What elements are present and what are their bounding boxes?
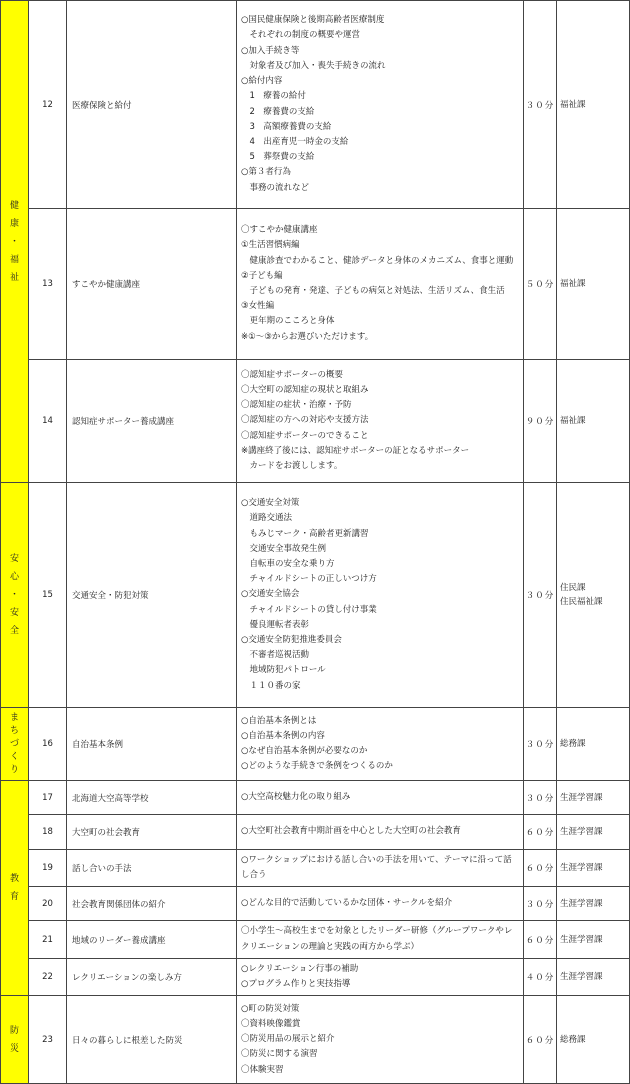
course-department: 生涯学習課	[557, 887, 630, 921]
table-row	[1, 360, 630, 483]
course-title: 地域のリーダー養成講座	[67, 921, 237, 958]
course-duration: ６０分	[524, 996, 557, 1084]
course-department: 生涯学習課	[557, 921, 630, 958]
course-title: 大空町の社会教育	[67, 815, 237, 850]
course-duration: ３０分	[524, 708, 557, 781]
course-department: 福祉課	[557, 360, 630, 483]
table-row	[1, 887, 630, 921]
course-title: すこやか健康講座	[67, 209, 237, 360]
row-number: 12	[29, 1, 67, 209]
course-duration: ６０分	[524, 921, 557, 958]
course-department: 生涯学習課	[557, 781, 630, 815]
course-content: ○レクリエーション行事の補助 ○プログラム作りと実技指導	[237, 958, 524, 995]
course-content: ○町の防災対策 〇資料映像鑑賞 〇防災用品の展示と紹介 〇防災に関する演習 〇体験実習	[237, 996, 524, 1084]
course-duration: ３０分	[524, 1, 557, 209]
course-department: 福祉課	[557, 1, 630, 209]
row-number: 23	[29, 996, 67, 1084]
course-department: 住民課 住民福祉課	[557, 483, 630, 708]
course-department: 総務課	[557, 996, 630, 1084]
course-content: 〇小学生～高校生までを対象としたリーダー研修（グループワークやレクリエーションの理論と実践の両方から学ぶ）	[237, 921, 524, 958]
table-row	[1, 1, 630, 209]
course-content: 〇すこやか健康講座 ①生活習慣病編 健康診査でわかること、健診データと身体のメカニズム、食事と運動 ②子ども編 子どもの発育・発達、子どもの病気と対処法、生活リズム、食生活 ③女性編 更年期のこころと身体 ※①～③からお選びいただけます。	[237, 209, 524, 360]
course-duration: ３０分	[524, 887, 557, 921]
row-number: 14	[29, 360, 67, 483]
row-number: 13	[29, 209, 67, 360]
table-row	[1, 958, 630, 995]
course-department: 生涯学習課	[557, 850, 630, 887]
table-row	[1, 921, 630, 958]
course-title: 認知症サポーター養成講座	[67, 360, 237, 483]
course-department: 福祉課	[557, 209, 630, 360]
category-health-welfare: 健 康 ・ 福 祉	[1, 1, 29, 483]
course-department: 生涯学習課	[557, 815, 630, 850]
course-duration: ９０分	[524, 360, 557, 483]
course-duration: ６０分	[524, 815, 557, 850]
table-row	[1, 483, 630, 708]
course-duration: ５０分	[524, 209, 557, 360]
course-title: 社会教育関係団体の紹介	[67, 887, 237, 921]
course-content: ○ワークショップにおける話し合いの手法を用いて、テーマに沿って話し合う	[237, 850, 524, 887]
course-content: ○国民健康保険と後期高齢者医療制度 それぞれの制度の概要や運営 ○加入手続き等 対象者及び加入・喪失手続きの流れ ○給付内容 1 療養の給付 2 療養費の支給 3 高額療養費の支給 4 出産育児一時金の支給 5 葬祭費の支給 ○第３者行為 事務の流れなど	[237, 1, 524, 209]
course-title: 日々の暮らしに根差した防災	[67, 996, 237, 1084]
course-content: ○交通安全対策 道路交通法 もみじマーク・高齢者更新講習 交通安全事故発生例 自転車の安全な乗り方 チャイルドシートの正しいつけ方 ○交通安全協会 チャイルドシートの貸し付け事業 優良運転者表彰 ○交通安全防犯推進委員会 不審者巡視活動 地域防犯パトロール １１０番の家	[237, 483, 524, 708]
course-duration: ３０分	[524, 781, 557, 815]
course-title: 自治基本条例	[67, 708, 237, 781]
row-number: 16	[29, 708, 67, 781]
category-disaster-prevention: 防 災	[1, 996, 29, 1084]
table-row	[1, 815, 630, 850]
course-title: 話し合いの手法	[67, 850, 237, 887]
table-row	[1, 850, 630, 887]
row-number: 20	[29, 887, 67, 921]
course-content: 〇認知症サポーターの概要 〇大空町の認知症の現状と取組み 〇認知症の症状・治療・予防 〇認知症の方への対応や支援方法 〇認知症サポーターのできること ※講座終了後には、認知症サポーターの証となるサポーター カードをお渡しします。	[237, 360, 524, 483]
course-duration: ６０分	[524, 850, 557, 887]
row-number: 15	[29, 483, 67, 708]
course-content: ○大空高校魅力化の取り組み	[237, 781, 524, 815]
table-row	[1, 209, 630, 360]
table-row	[1, 781, 630, 815]
course-title: 北海道大空高等学校	[67, 781, 237, 815]
course-department: 生涯学習課	[557, 958, 630, 995]
table-row	[1, 996, 630, 1084]
category-education: 教 育	[1, 781, 29, 996]
course-content: ○どんな目的で活動しているかな団体・サークルを紹介	[237, 887, 524, 921]
row-number: 19	[29, 850, 67, 887]
course-title: 交通安全・防犯対策	[67, 483, 237, 708]
course-department: 総務課	[557, 708, 630, 781]
row-number: 21	[29, 921, 67, 958]
course-duration: ３０分	[524, 483, 557, 708]
category-safety: 安 心 ・ 安 全	[1, 483, 29, 708]
course-content: ○自治基本条例とは ○自治基本条例の内容 ○なぜ自治基本条例が必要なのか ○どのような手続きで条例をつくるのか	[237, 708, 524, 781]
course-title: レクリエーションの楽しみ方	[67, 958, 237, 995]
course-content: ○大空町社会教育中期計画を中心とした大空町の社会教育	[237, 815, 524, 850]
table-row	[1, 708, 630, 781]
row-number: 22	[29, 958, 67, 995]
row-number: 17	[29, 781, 67, 815]
category-town-development: ま ち づ く り	[1, 708, 29, 781]
course-duration: ４０分	[524, 958, 557, 995]
row-number: 18	[29, 815, 67, 850]
course-title: 医療保険と給付	[67, 1, 237, 209]
